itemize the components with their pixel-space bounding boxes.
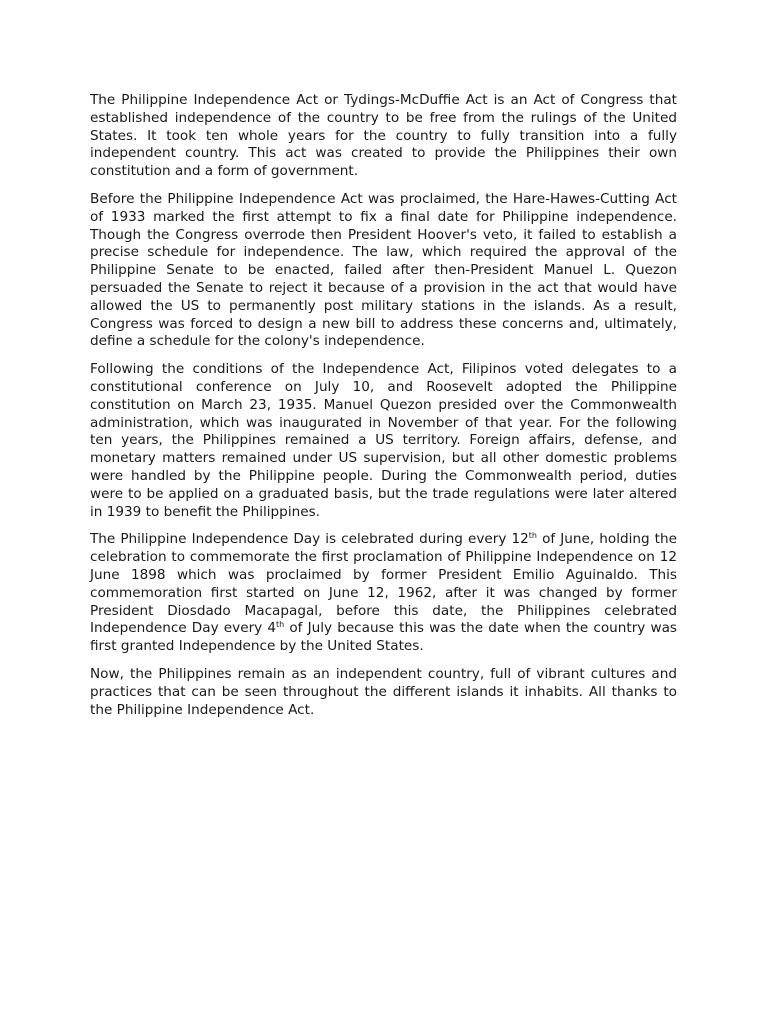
paragraph-4-text-2: of June, holding the celebration to commemorate the first proclamation of Philippine Independence on 12 June 1898 which was proclaimed by former President Emilio Aguinaldo. This commemoration first started on June 12, 1962, after it was changed by former President Diosdado Macapagal, before this date, the Philippines celebrated Independence Day every 4 <box>90 531 677 637</box>
paragraph-1: The Philippine Independence Act or Tydings-McDuffie Act is an Act of Congress that established independence of the country to be free from the rulings of the United States. It took ten whole years for the country to fully transition into a fully independent country. This act was created to provide the Philippines their own constitution and a form of government. <box>90 92 677 180</box>
paragraph-4 <box>90 531 677 656</box>
superscript-th-1: th <box>528 531 538 541</box>
paragraph-2: Before the Philippine Independence Act was proclaimed, the Hare-Hawes-Cutting Act of 1933 marked the first attempt to fix a final date for Philippine independence. Though the Congress overrode then President Hoover's veto, it failed to establish a precise schedule for independence. The law, which required the approval of the Philippine Senate to be enacted, failed after then-President Manuel L. Quezon persuaded the Senate to reject it because of a provision in the act that would have allowed the US to permanently post military stations in the islands. As a result, Congress was forced to design a new bill to address these concerns and, ultimately, define a schedule for the colony's independence. <box>90 190 677 350</box>
document-body <box>90 92 677 729</box>
paragraph-4-text-3: of July because this was the date when the country was first granted Independence by the United States. <box>90 620 678 655</box>
paragraph-5: Now, the Philippines remain as an independent country, full of vibrant cultures and practices that can be seen throughout the different islands it inhabits. All thanks to the Philippine Independence Act. <box>90 665 677 718</box>
paragraph-3: Following the conditions of the Independence Act, Filipinos voted delegates to a constitutional conference on July 10, and Roosevelt adopted the Philippine constitution on March 23, 1935. Manuel Quezon presided over the Commonwealth administration, which was inaugurated in November of that year. For the following ten years, the Philippines remained a US territory. Foreign affairs, defense, and monetary matters remained under US supervision, but all other domestic problems were handled by the Philippine people. During the Commonwealth period, duties were to be applied on a graduated basis, but the trade regulations were later altered in 1939 to benefit the Philippines. <box>90 361 677 520</box>
superscript-th-2: th <box>276 620 285 630</box>
paragraph-4-text-1: The Philippine Independence Day is celebrated during every 12 <box>90 531 529 548</box>
